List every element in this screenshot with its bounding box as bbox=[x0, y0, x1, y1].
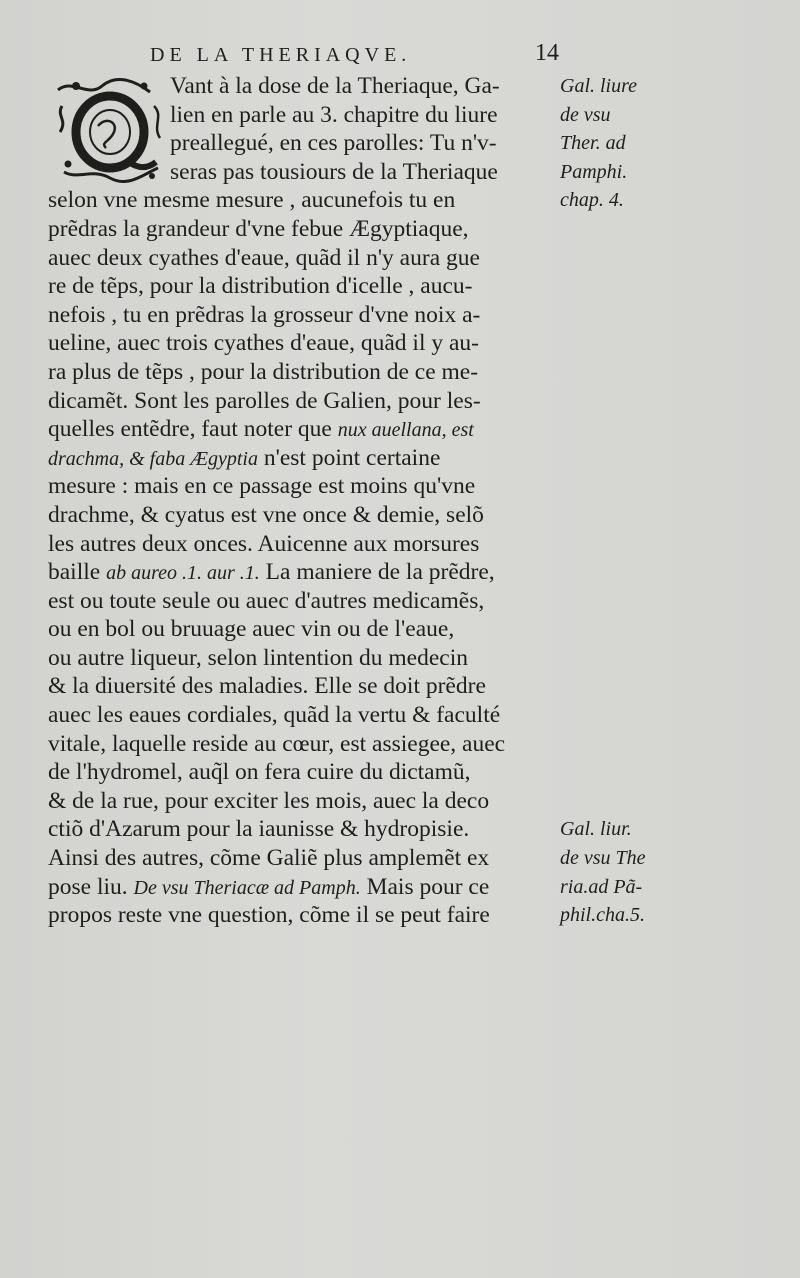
margin-note: phil.cha.5. bbox=[560, 904, 645, 927]
page-number: 14 bbox=[535, 40, 559, 66]
margin-note: chap. 4. bbox=[560, 189, 624, 212]
margin-note bbox=[560, 672, 690, 701]
text-run: ou autre liqueur, selon lintention du medecin bbox=[48, 644, 468, 671]
text-line bbox=[48, 444, 568, 473]
text-run: ra plus de tẽps , pour la distribution de ce me- bbox=[48, 358, 479, 385]
text-run: de l'hydromel, auq̃l on fera cuire du dictamũ, bbox=[48, 759, 471, 786]
text-line bbox=[48, 501, 568, 530]
text-run: re de tẽps, pour la distribution d'icelle , aucu- bbox=[48, 273, 473, 300]
text-line bbox=[48, 530, 568, 559]
margin-note bbox=[560, 472, 690, 501]
italic-text: drachma, & faba Ægyptia bbox=[48, 447, 258, 470]
text-line bbox=[48, 787, 568, 816]
text-run: La maniere de la prẽdre, bbox=[259, 559, 495, 586]
margin-note bbox=[560, 415, 690, 444]
margin-note: Pamphi. bbox=[560, 160, 628, 183]
margin-note bbox=[560, 501, 690, 530]
margin-note bbox=[560, 358, 690, 387]
text-run: quelles entẽdre, faut noter que bbox=[48, 416, 338, 443]
margin-note: de vsu bbox=[560, 103, 611, 126]
text-run: Ainsi des autres, cõme Galiẽ plus amplemẽt ex bbox=[48, 845, 490, 872]
text-run: ctiõ d'Azarum pour la iaunisse & hydropisie. bbox=[48, 816, 470, 843]
text-line bbox=[48, 844, 568, 873]
text-run: n'est point certaine bbox=[258, 444, 441, 471]
text-line bbox=[48, 215, 568, 244]
text-run: propos reste vne question, cõme il se peut faire bbox=[48, 902, 490, 929]
text-line bbox=[48, 644, 568, 673]
text-run: lien en parle au 3. chapitre du liure bbox=[170, 101, 498, 128]
text-run: vitale, laquelle reside au cœur, est assiegee, auec bbox=[48, 730, 506, 757]
text-run: ueline, auec trois cyathes d'eaue, quãd il y au- bbox=[48, 330, 479, 357]
text-line bbox=[48, 758, 568, 787]
margin-note bbox=[560, 701, 690, 730]
text-line bbox=[48, 358, 568, 387]
text-line bbox=[48, 186, 568, 215]
margin-note bbox=[560, 215, 690, 244]
text-line bbox=[48, 587, 568, 616]
margin-note bbox=[560, 587, 690, 616]
text-line bbox=[48, 730, 568, 759]
margin-note bbox=[560, 730, 690, 759]
margin-note bbox=[560, 644, 690, 673]
text-line bbox=[48, 558, 568, 587]
margin-note bbox=[560, 301, 690, 330]
text-line bbox=[48, 901, 568, 930]
text-line bbox=[48, 873, 568, 902]
text-run: & la diuersité des maladies. Elle se doit prẽdre bbox=[48, 673, 486, 700]
text-run: preallegué, en ces parolles: Tu n'v- bbox=[170, 130, 497, 157]
text-run: auec les eaues cordiales, quãd la vertu & faculté bbox=[48, 702, 501, 729]
margin-note bbox=[560, 387, 690, 416]
margin-note bbox=[560, 615, 690, 644]
margin-note: Gal. liure bbox=[560, 75, 638, 97]
text-run: nefois , tu en prẽdras la grosseur d'vne noix a- bbox=[48, 301, 481, 328]
text-run: prẽdras la grandeur d'vne febue Ægyptiaque, bbox=[48, 215, 469, 242]
margin-note: ria.ad Pã- bbox=[560, 875, 643, 898]
text-run: pose liu. bbox=[48, 873, 134, 900]
text-line bbox=[48, 615, 568, 644]
text-run: selon vne mesme mesure , aucunefois tu en bbox=[48, 187, 456, 214]
text-run: dicamẽt. Sont les parolles de Galien, pour les- bbox=[48, 387, 481, 414]
margin-note bbox=[560, 758, 690, 787]
text-line bbox=[48, 701, 568, 730]
text-line bbox=[48, 101, 568, 130]
text-line bbox=[48, 387, 568, 416]
margin-note bbox=[560, 444, 690, 473]
italic-text: ab aureo .1. aur .1. bbox=[106, 562, 260, 585]
text-run: ou en bol ou bruuage auec vin ou de l'eaue, bbox=[48, 616, 455, 643]
running-header bbox=[150, 40, 570, 74]
margin-note: Gal. liur. bbox=[560, 818, 632, 841]
text-run: Mais pour ce bbox=[360, 873, 490, 900]
text-line bbox=[48, 415, 568, 444]
text-run: auec deux cyathes d'eaue, quãd il n'y aura gue bbox=[48, 244, 480, 271]
text-line bbox=[48, 244, 568, 273]
margin-note bbox=[560, 787, 690, 816]
margin-note: de vsu The bbox=[560, 847, 646, 870]
text-run: seras pas tousiours de la Theriaque bbox=[170, 158, 498, 185]
text-run: baille bbox=[48, 559, 107, 586]
text-run: & de la rue, pour exciter les mois, auec la deco bbox=[48, 787, 490, 814]
margin-note bbox=[560, 244, 690, 273]
text-run: Vant à la dose de la Theriaque, Ga- bbox=[170, 73, 500, 99]
text-line bbox=[48, 815, 568, 844]
text-run: drachme, & cyatus est vne once & demie, selõ bbox=[48, 501, 484, 528]
running-title: DE LA THERIAQVE. bbox=[150, 44, 412, 66]
main-text-block bbox=[48, 72, 568, 930]
marginal-notes bbox=[560, 72, 690, 930]
text-line bbox=[48, 72, 568, 101]
text-run: mesure : mais en ce passage est moins qu'vne bbox=[48, 473, 476, 500]
italic-text: nux auellana, est bbox=[337, 419, 474, 442]
margin-note: Ther. ad bbox=[560, 132, 626, 155]
text-line bbox=[48, 329, 568, 358]
text-line bbox=[48, 129, 568, 158]
margin-note bbox=[560, 329, 690, 358]
text-line bbox=[48, 272, 568, 301]
margin-note bbox=[560, 558, 690, 587]
italic-text: De vsu Theriacæ ad Pamph. bbox=[133, 876, 361, 899]
text-line bbox=[48, 472, 568, 501]
text-run: est ou toute seule ou auec d'autres medicamẽs, bbox=[48, 587, 485, 614]
text-run: les autres deux onces. Auicenne aux morsures bbox=[48, 530, 480, 557]
text-line bbox=[48, 158, 568, 187]
margin-note bbox=[560, 530, 690, 559]
margin-note bbox=[560, 272, 690, 301]
text-line bbox=[48, 672, 568, 701]
text-line bbox=[48, 301, 568, 330]
